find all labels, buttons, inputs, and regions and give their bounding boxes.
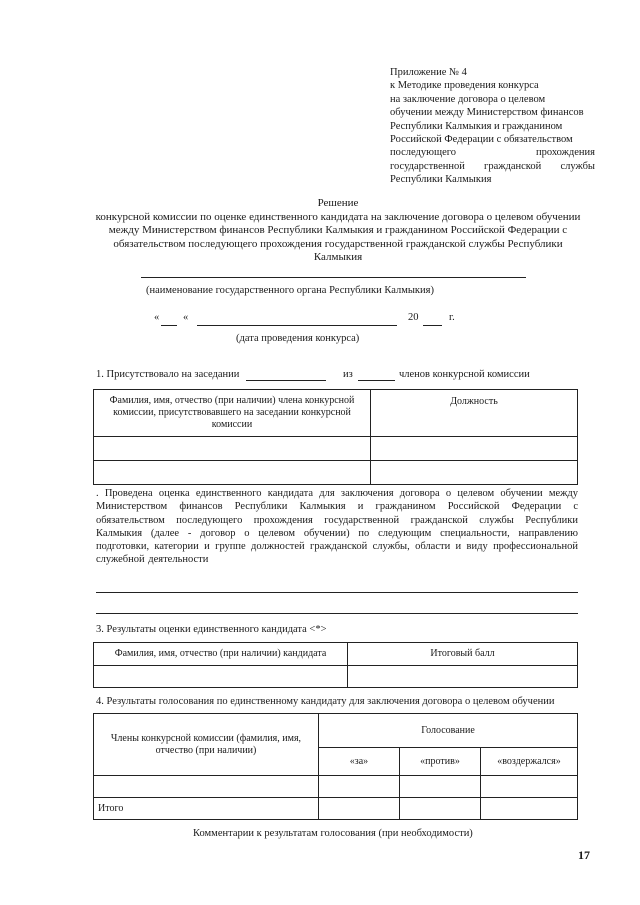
date-quote-open: « xyxy=(154,312,160,323)
vote-abstain-header: «воздержался» xyxy=(481,748,578,776)
results-col-score: Итоговый балл xyxy=(348,643,578,666)
document-title xyxy=(88,197,588,265)
voting-col-members: Члены конкурсной комиссии (фамилия, имя, отчество (при наличии) xyxy=(94,714,319,776)
results-col-name: Фамилия, имя, отчество (при наличии) кандидата xyxy=(94,643,348,666)
table-cell[interactable] xyxy=(319,798,400,820)
table-cell[interactable] xyxy=(319,776,400,798)
comments-caption: Комментарии к результатам голосования (при необходимости) xyxy=(193,828,473,839)
table-cell[interactable] xyxy=(94,461,371,485)
appendix-line: Российской Федерации с обязательством xyxy=(390,134,573,146)
date-quote-close: « xyxy=(183,312,189,323)
day-field[interactable] xyxy=(161,325,177,326)
table-cell[interactable] xyxy=(94,437,371,461)
table-cell[interactable] xyxy=(94,666,348,688)
table-cell[interactable] xyxy=(371,437,578,461)
org-name-caption: (наименование государственного органа Республики Калмыкия) xyxy=(146,285,434,296)
appendix-line: государственной гражданской службы xyxy=(390,160,595,172)
members-col-name: Фамилия, имя, отчество (при наличии) члена конкурсной комиссии, присутствовавшего на заседании конкурсной комиссии xyxy=(94,390,371,437)
title-line: между Министерством финансов Республики Калмыкия и гражданином Российской Федерации с xyxy=(108,224,568,236)
date-caption: (дата проведения конкурса) xyxy=(236,333,360,344)
title-line: обязательством последующего прохождения государственной гражданской службы Республики Калмыкия xyxy=(113,237,563,263)
results-table xyxy=(93,642,578,688)
appendix-line: к Методике проведения конкурса xyxy=(390,80,539,92)
table-cell[interactable] xyxy=(94,776,319,798)
appendix-line: Приложение № 4 xyxy=(390,67,467,78)
section1-text-b: из xyxy=(343,369,353,380)
title-heading: Решение xyxy=(317,197,359,209)
voting-table xyxy=(93,713,578,820)
section2-paragraph: . Проведена оценка единственного кандидата для заключения договора о целевом обучении между Министерством финансов Республики Калмыкия и гражданином Российской Федерации с обязательством последующего прохождения государственной гражданской службы Республики Калмыкия (далее - договор о целевом обучении) по следующим специальности, направлению подготовки, категории и группе должностей гражданской службы, области и виду профессиональной служебной деятельности xyxy=(96,488,578,566)
table-cell[interactable] xyxy=(481,776,578,798)
year-suffix: г. xyxy=(449,312,455,323)
appendix-line: обучении между Министерством финансов xyxy=(390,107,584,119)
page-number: 17 xyxy=(578,848,590,862)
org-name-field[interactable] xyxy=(141,277,526,278)
section1-text-c: членов конкурсной комиссии xyxy=(399,369,530,380)
specialty-field-1[interactable] xyxy=(96,592,578,593)
section4-heading: 4. Результаты голосования по единственному кандидату для заключения договора о целевом обучении xyxy=(96,696,555,707)
year-field[interactable] xyxy=(423,325,442,326)
vote-for-header: «за» xyxy=(319,748,400,776)
year-prefix: 20 xyxy=(408,312,419,323)
table-cell[interactable] xyxy=(400,776,481,798)
appendix-line: на заключение договора о целевом xyxy=(390,93,546,105)
total-row-label: Итого xyxy=(94,798,319,820)
table-cell[interactable] xyxy=(400,798,481,820)
table-cell[interactable] xyxy=(348,666,578,688)
appendix-block xyxy=(390,66,595,187)
table-cell[interactable] xyxy=(481,798,578,820)
appendix-line: Республики Калмыкия xyxy=(390,174,492,186)
month-field[interactable] xyxy=(197,325,397,326)
vote-against-header: «против» xyxy=(400,748,481,776)
title-line: конкурсной комиссии по оценке единственного кандидата на заключение договора о целевом обучении xyxy=(95,210,581,223)
appendix-line: Республики Калмыкия и гражданином xyxy=(390,120,563,132)
table-cell[interactable] xyxy=(371,461,578,485)
voting-col-header: Голосование xyxy=(319,714,578,748)
members-table xyxy=(93,389,578,485)
section1-text-a: 1. Присутствовало на заседании xyxy=(96,369,240,380)
specialty-field-2[interactable] xyxy=(96,613,578,614)
total-members-field[interactable] xyxy=(358,380,395,381)
members-col-position: Должность xyxy=(371,390,578,437)
appendix-line: последующего прохождения xyxy=(390,147,595,159)
section3-heading: 3. Результаты оценки единственного кандидата <*> xyxy=(96,624,327,635)
present-count-field[interactable] xyxy=(246,380,326,381)
